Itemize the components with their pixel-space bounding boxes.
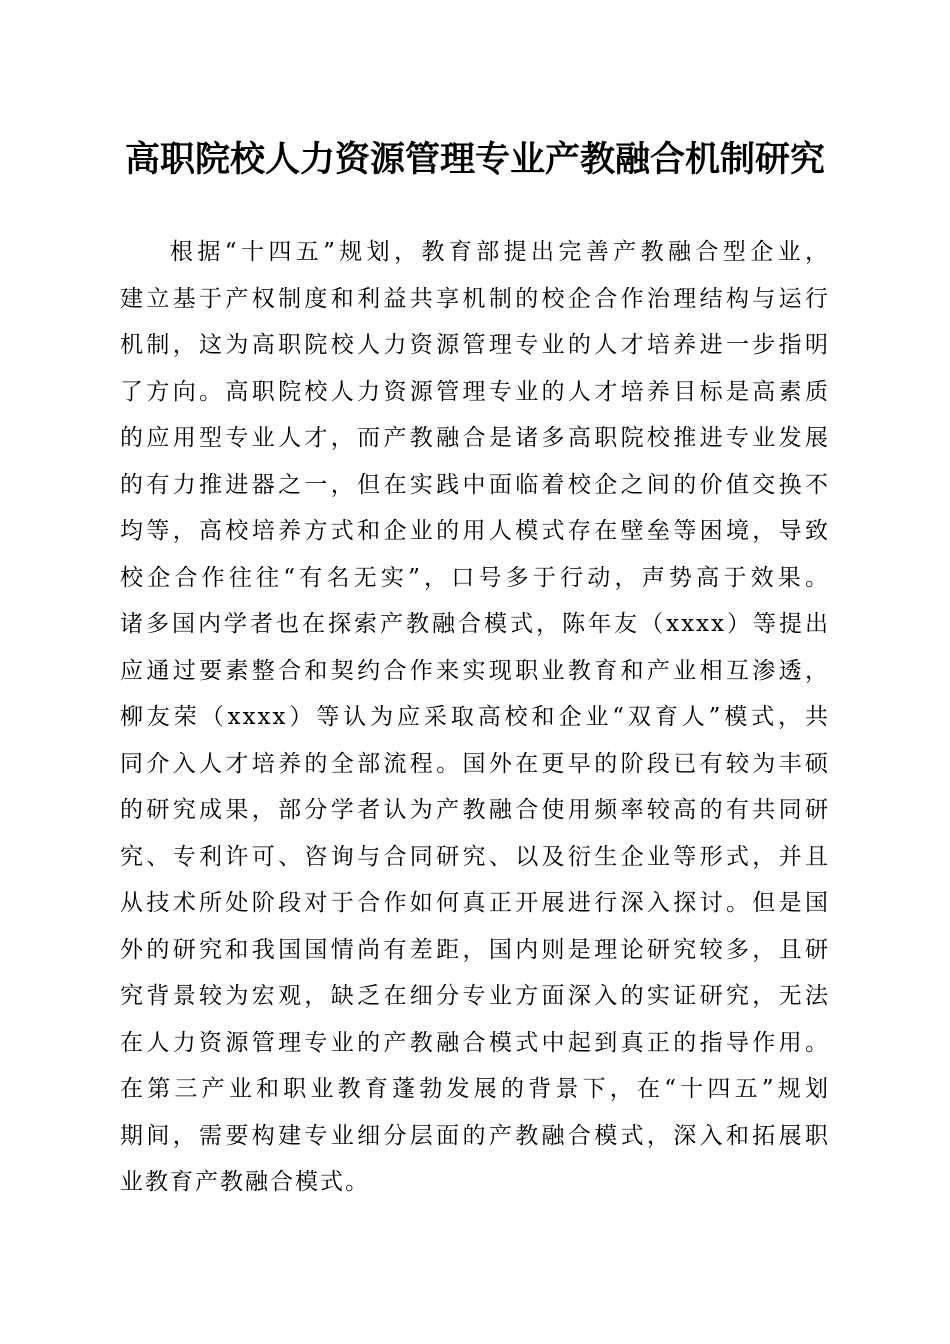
- paragraph-line: 期间，需要构建专业细分层面的产教融合模式，深入和拓展职: [120, 1122, 830, 1149]
- paragraph-line: 从技术所处阶段对于合作如何真正开展进行深入探讨。但是国: [120, 890, 830, 916]
- paragraph-line: 的研究成果，部分学者认为产教融合使用频率较高的有共同研: [120, 797, 830, 823]
- paragraph-line: 机制，这为高职院校人力资源管理专业的人才培养进一步指明: [120, 332, 830, 358]
- document-paragraph: [120, 229, 830, 1206]
- paragraph-line: 外的研究和我国国情尚有差距，国内则是理论研究较多，且研: [120, 936, 830, 963]
- paragraph-line: 根据“十四五”规划，教育部提出完善产教融合型企业，: [170, 239, 830, 265]
- document-title: 高职院校人力资源管理专业产教融合机制研究: [124, 139, 825, 180]
- paragraph-line: 了方向。高职院校人力资源管理专业的人才培养目标是高素质: [120, 378, 830, 405]
- paragraph-line: 应通过要素整合和契约合作来实现职业教育和产业相互渗透，: [120, 657, 830, 684]
- paragraph-line: 同介入人才培养的全部流程。国外在更早的阶段已有较为丰硕: [120, 750, 830, 777]
- paragraph-line: 校企合作往往“有名无实”，口号多于行动，声势高于效果。: [120, 564, 830, 591]
- paragraph-line: 在第三产业和职业教育蓬勃发展的背景下，在“十四五”规划: [120, 1076, 830, 1102]
- paragraph-line: 柳友荣（xxxx）等认为应采取高校和企业“双育人”模式，共: [120, 704, 830, 730]
- paragraph-line: 的有力推进器之一，但在实践中面临着校企之间的价值交换不: [120, 471, 830, 498]
- paragraph-line: 建立基于产权制度和利益共享机制的校企合作治理结构与运行: [120, 285, 830, 312]
- paragraph-line: 究、专利许可、咨询与合同研究、以及衍生企业等形式，并且: [120, 843, 830, 870]
- paragraph-line: 的应用型专业人才，而产教融合是诸多高职院校推进专业发展: [120, 425, 830, 451]
- paragraph-line: 业教育产教融合模式。: [120, 1169, 370, 1195]
- paragraph-line: 究背景较为宏观，缺乏在细分专业方面深入的实证研究，无法: [120, 983, 830, 1009]
- paragraph-line: 均等，高校培养方式和企业的用人模式存在壁垒等困境，导致: [120, 518, 830, 544]
- paragraph-line: 诸多国内学者也在探索产教融合模式，陈年友（xxxx）等提出: [120, 611, 830, 637]
- paragraph-line: 在人力资源管理专业的产教融合模式中起到真正的指导作用。: [120, 1029, 830, 1056]
